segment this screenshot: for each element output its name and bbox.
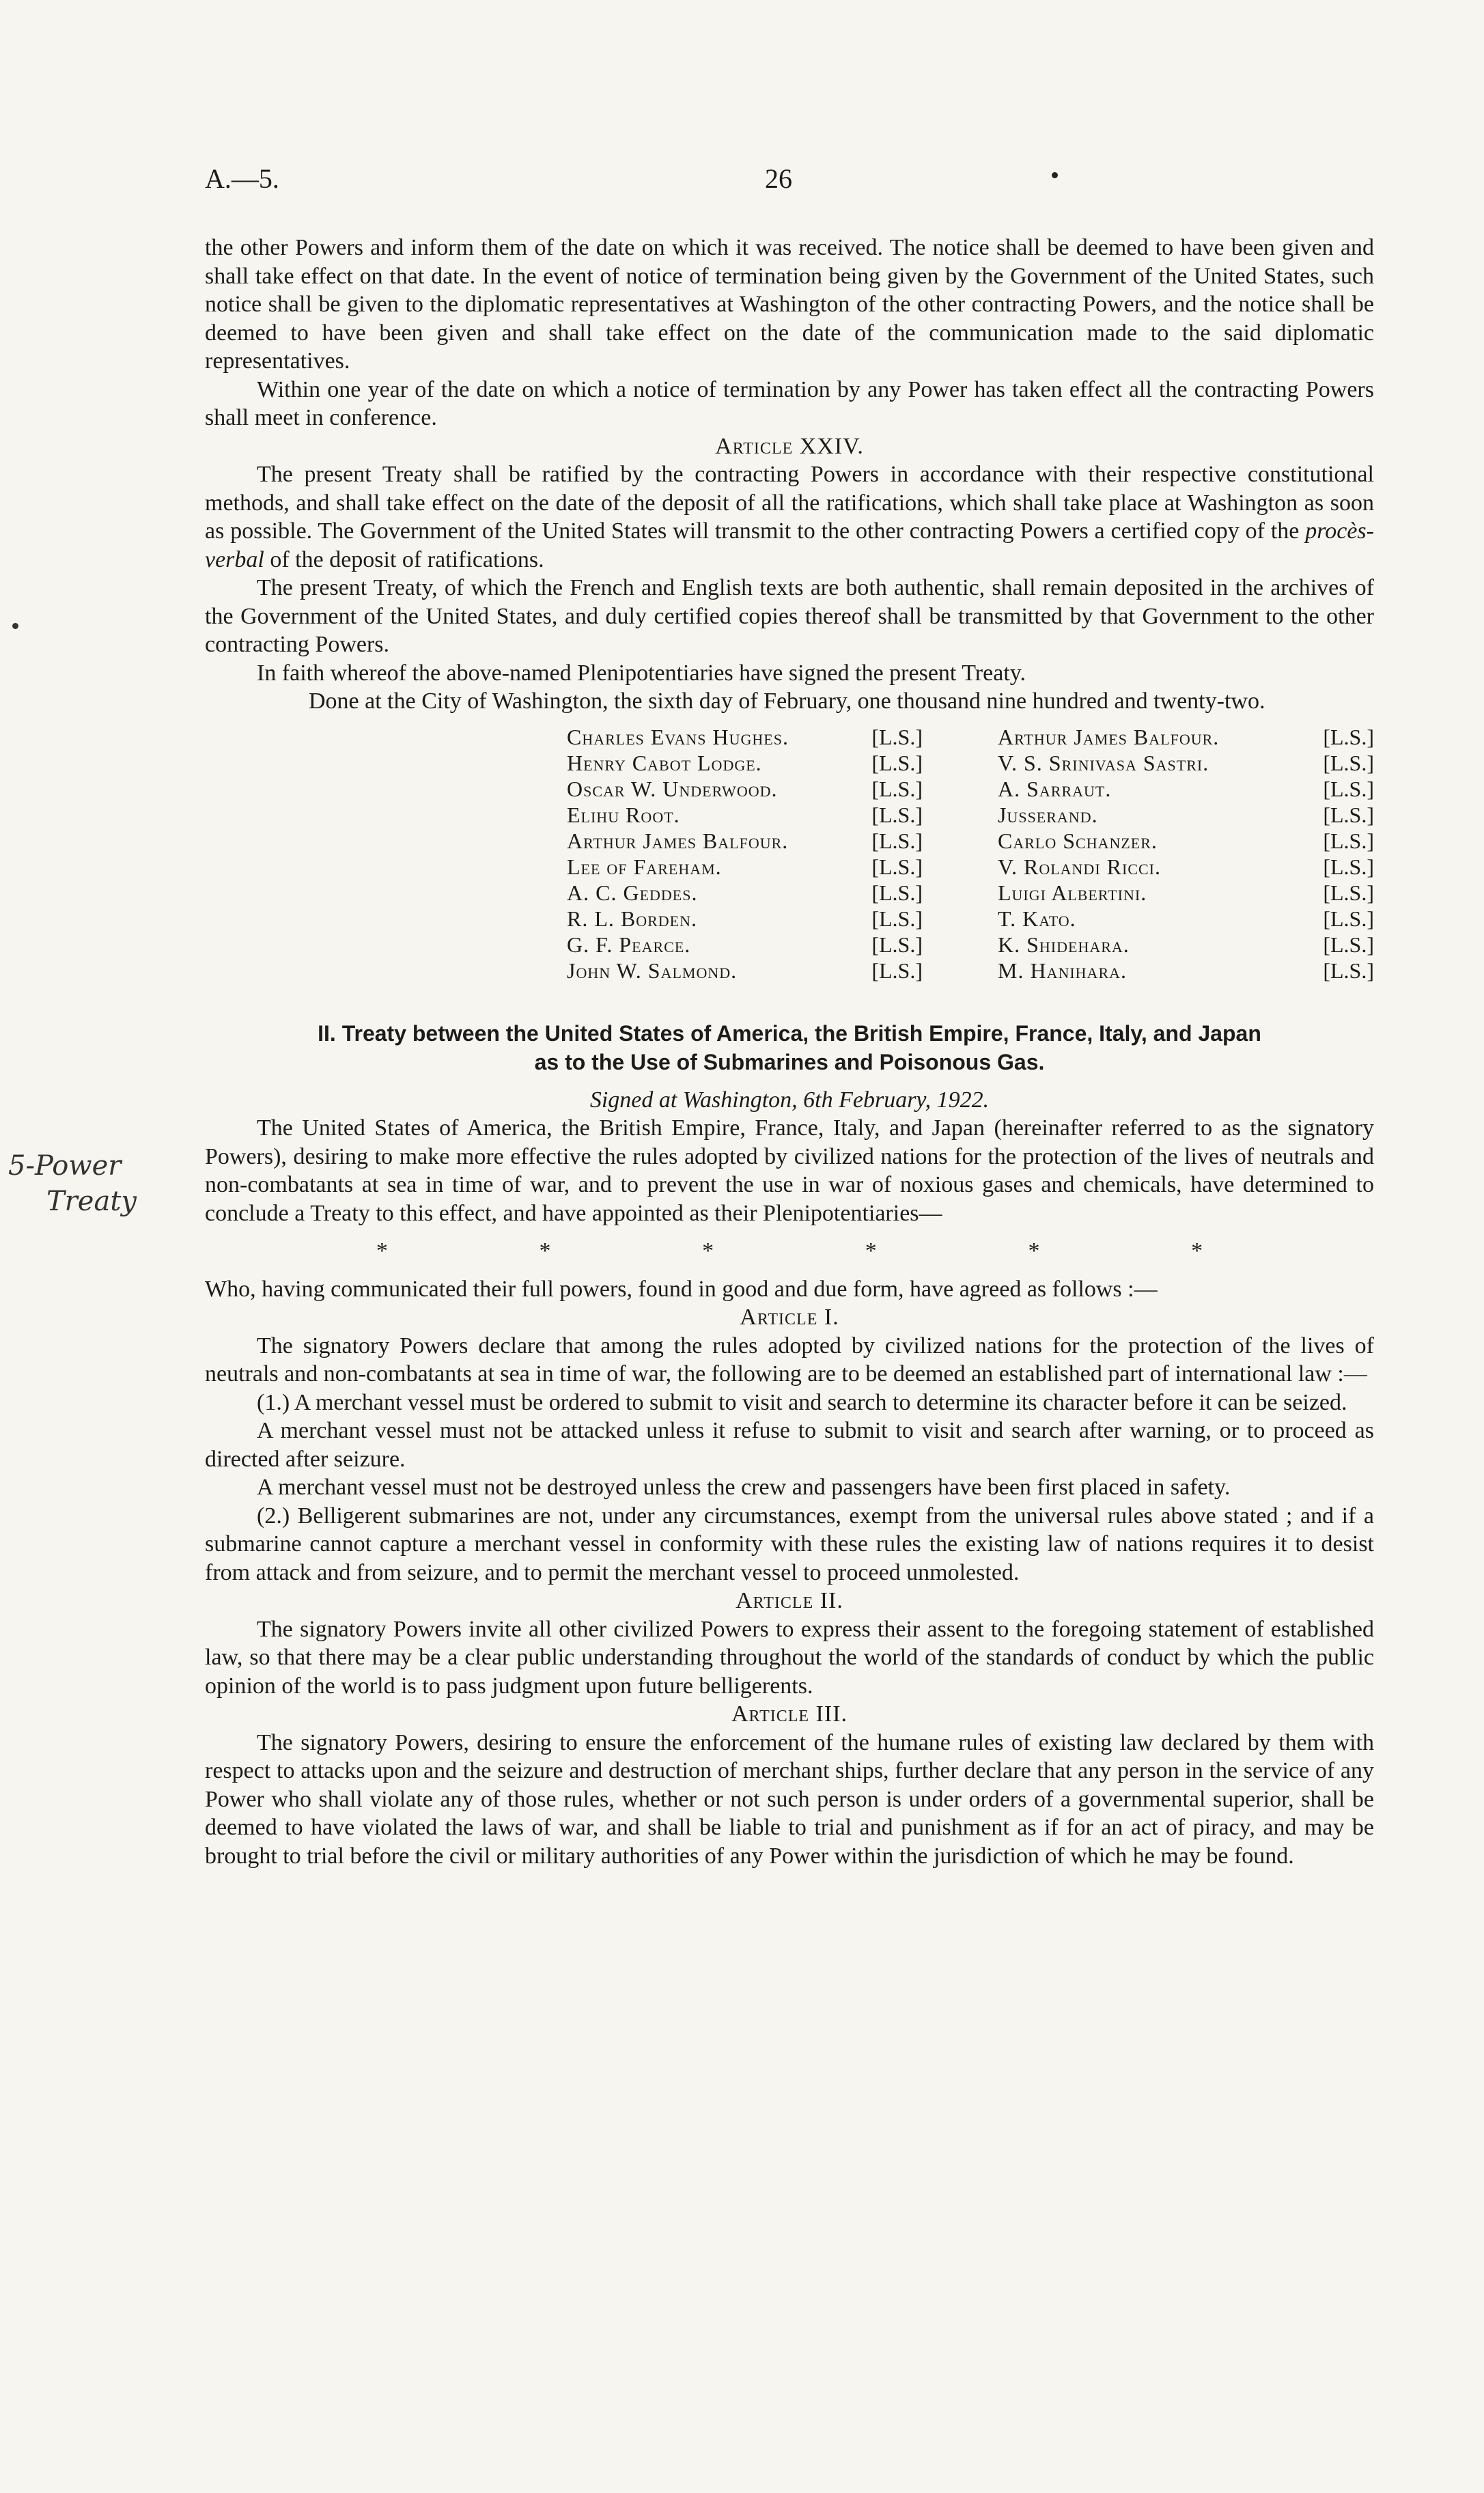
- signature-row: Jusserand. [L.S.]: [998, 802, 1374, 827]
- article-ii-paragraph: The signatory Powers invite all other civilized Powers to express their assent to the foregoing statement of established law, so that there may be a clear public understanding throughout the world of the standards of conduct by which the public opinion of the world is to pass judgment upon future belligerents.: [205, 1616, 1374, 1699]
- signature-row: R. L. Borden. [L.S.]: [567, 906, 923, 931]
- margin-note-line-2: Treaty: [46, 1186, 137, 1217]
- signature-row: Elihu Root. [L.S.]: [567, 802, 923, 827]
- article-iii-heading: Article III.: [731, 1701, 848, 1727]
- signature-row: Carlo Schanzer. [L.S.]: [998, 828, 1374, 853]
- margin-note-line-1: 5-Power: [8, 1150, 122, 1182]
- signature-row: M. Hanihara. [L.S.]: [998, 958, 1374, 983]
- treaty-ii-preamble: The United States of America, the British Empire, France, Italy, and Japan (hereinafter referred to as the signatory Powers), desiring to make more effective the rules adopted by civilized nations for the protection of the lives of neutrals and non-combatants at sea in time of war, and to prevent the use in war of noxious gases and chemicals, have determined to conclude a Treaty to this effect, and have appointed as their Plenipotentiaries—: [205, 1115, 1374, 1226]
- treaty-ii-signed-line: Signed at Washington, 6th February, 1922.: [589, 1087, 990, 1113]
- signature-row: V. Rolandi Ricci. [L.S.]: [998, 854, 1374, 879]
- signature-row: Lee of Fareham. [L.S.]: [567, 854, 923, 879]
- stray-dot: [1052, 172, 1058, 178]
- article-xxiv-paragraph: The present Treaty, of which the French and English texts are both authentic, shall remain deposited in the archives of the Government of the United States, and duly certified copies thereof shall be transmitted by that Government to the other contracting Powers.: [205, 575, 1374, 657]
- article-xxiv-paragraph: The present Treaty shall be ratified by the contracting Powers in accordance with their respective constitutional methods, and shall take effect on the date of the deposit of all the ratifications, which shall take place at Washington as soon as possible. The Government of the United States will transmit to the other contracting Powers a certified copy of the procès-verbal of the deposit of ratifications.: [205, 462, 1374, 572]
- signature-row: T. Kato. [L.S.]: [998, 906, 1374, 931]
- article-ii-heading: Article II.: [736, 1588, 843, 1613]
- article-xxiv-heading: Article XXIV.: [715, 433, 864, 459]
- article-i-paragraph: A merchant vessel must not be destroyed unless the crew and passengers have been first placed in safety.: [257, 1475, 1231, 1500]
- signature-block: [567, 724, 1374, 984]
- article-i-paragraph: A merchant vessel must not be attacked unless it refuse to submit to visit and search after warning, or to proceed as directed after seizure.: [205, 1418, 1374, 1472]
- article-i-paragraph: (1.) A merchant vessel must be ordered to submit to visit and search to determine its character before it can be seized.: [257, 1389, 1347, 1415]
- page-number: 26: [765, 163, 792, 194]
- signature-row: A. C. Geddes. [L.S.]: [567, 880, 923, 905]
- signature-row: G. F. Pearce. [L.S.]: [567, 932, 923, 957]
- intro-paragraph: Within one year of the date on which a notice of termination by any Power has taken effect all the contracting Powers shall meet in conference.: [205, 376, 1374, 430]
- article-iii-paragraph: The signatory Powers, desiring to ensure the enforcement of the humane rules of existing law declared by them with respect to attacks upon and the seizure and destruction of merchant ships, further declare that any person in the service of any Power who shall violate any of those rules, whether or not such person is under orders of a governmental superior, shall be deemed to have violated the laws of war, and shall be liable to trial and punishment as if for an act of piracy, and may be brought to trial before the civil or military authorities of any Power within the jurisdiction of which he may be found.: [205, 1729, 1374, 1869]
- signature-row: John W. Salmond. [L.S.]: [567, 958, 923, 983]
- signature-column-right: [970, 724, 1374, 984]
- proces-verbal-italic: procès-verbal: [205, 518, 1374, 572]
- omission-stars: * * * * * *: [376, 1238, 1203, 1264]
- signature-column-left: [567, 724, 970, 984]
- document-reference: A.—5.: [205, 163, 279, 194]
- article-i-paragraph: (2.) Belligerent submarines are not, under any circumstances, exempt from the universal rules above stated ; and if a submarine cannot capture a merchant vessel in conformity with these rules the existing law of nations requires it to desist from attack and from seizure, and to permit the merchant vessel to proceed unmolested.: [205, 1503, 1374, 1585]
- intro-paragraph: the other Powers and inform them of the date on which it was received. The notice shall be deemed to have been given and shall take effect on that date. In the event of notice of termination being given by the Government of the United States, such notice shall be given to the diplomatic representatives at Washington of the other contracting Powers, and the notice shall be deemed to have been given and shall take effect on the date of the communication made to the said diplomatic representatives.: [205, 235, 1374, 374]
- treaty-ii-title: II. Treaty between the United States of America, the British Empire, France, Italy, and Japan as to the Use of Submarines and Poisonous Gas.: [318, 1020, 1261, 1074]
- article-i-paragraph: The signatory Powers declare that among the rules adopted by civilized nations for the protection of the lives of neutrals and non-combatants at sea in time of war, the following are to be deemed an established part of international law :—: [205, 1333, 1374, 1387]
- signature-row: Henry Cabot Lodge. [L.S.]: [567, 750, 923, 775]
- document-body: [205, 234, 1374, 1870]
- stray-dot: [12, 623, 18, 629]
- done-at-paragraph: Done at the City of Washington, the sixth day of February, one thousand nine hundred and twenty-two.: [309, 688, 1265, 714]
- handwritten-margin-note: [5, 1145, 176, 1220]
- signature-row: V. S. Srinivasa Sastri. [L.S.]: [998, 750, 1374, 775]
- signature-row: Oscar W. Underwood. [L.S.]: [567, 776, 923, 801]
- signature-row: Luigi Albertini. [L.S.]: [998, 880, 1374, 905]
- who-paragraph: Who, having communicated their full powers, found in good and due form, have agreed as follows :—: [205, 1276, 1158, 1302]
- signature-row: Arthur James Balfour. [L.S.]: [998, 724, 1374, 749]
- signature-row: Arthur James Balfour. [L.S.]: [567, 828, 923, 853]
- article-i-heading: Article I.: [740, 1305, 839, 1330]
- signature-row: K. Shidehara. [L.S.]: [998, 932, 1374, 957]
- signature-row: Charles Evans Hughes. [L.S.]: [567, 724, 923, 749]
- page-header: [0, 163, 1484, 204]
- article-xxiv-paragraph: In faith whereof the above-named Plenipotentiaries have signed the present Treaty.: [257, 660, 1026, 686]
- signature-row: A. Sarraut. [L.S.]: [998, 776, 1374, 801]
